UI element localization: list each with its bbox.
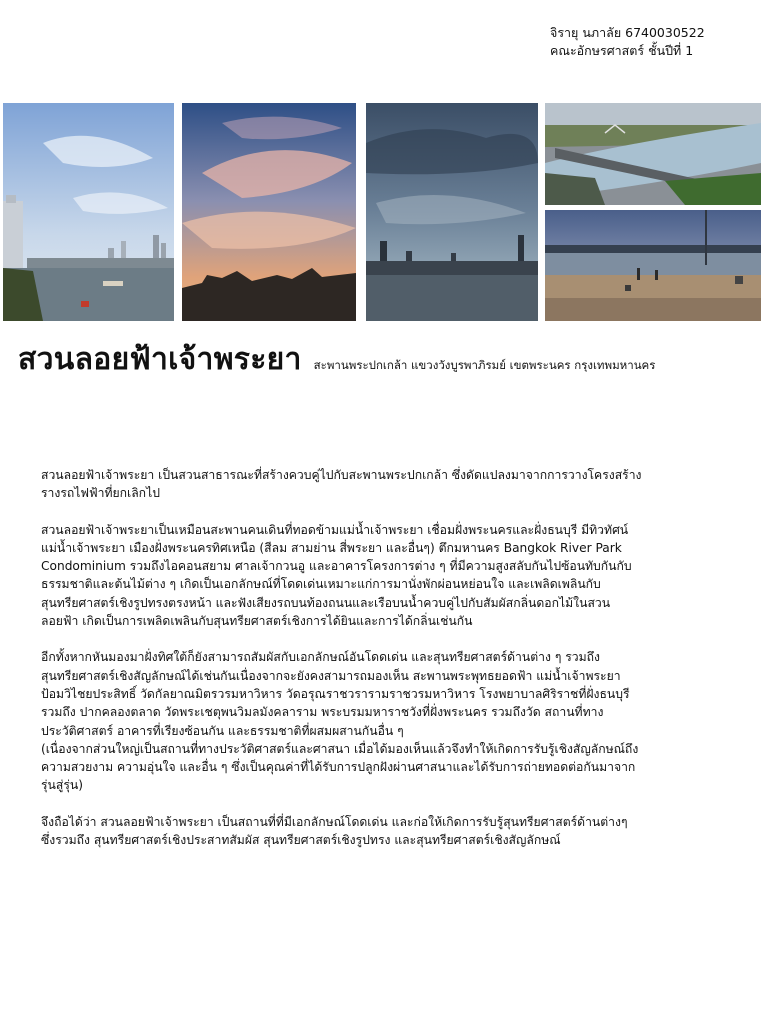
photo-park-deck-evening — [545, 210, 761, 321]
title-row — [18, 336, 758, 383]
text-line: ประวัติศาสตร์ อาคารที่เรียงซ้อนกัน และธรรมชาติที่ผสมผสานกันอื่น ๆ — [41, 723, 404, 738]
author-faculty-year: คณะอักษรศาสตร์ ชั้นปีที่ 1 — [550, 43, 694, 58]
author-info — [550, 24, 705, 60]
photo-riverside-city-skyline — [3, 103, 174, 321]
photo-aerial-bridge-river — [545, 103, 761, 205]
text-line: (เนื่องจากส่วนใหญ่เป็นสถานที่ทางประวัติศาสตร์และศาสนา เมื่อได้มองเห็นแล้วจึงทำให้เกิดการรับรู้เชิงสัญลักษณ์ถึง — [41, 741, 639, 756]
photo-pink-sunset-clouds — [182, 103, 356, 321]
text-line: สุนทรียศาสตร์เชิงรูปทรงตรงหน้า และฟังเสียงรถบนท้องถนนและเรือบนน้ำควบคู่ไปกับสัมผัสกลิ่นดอกไม้ในสวน — [41, 595, 611, 610]
paragraph-intro — [41, 466, 731, 503]
paragraph-conclusion — [41, 813, 731, 850]
location-subtitle: สะพานพระปกเกล้า แขวงวังบูรพาภิรมย์ เขตพระนคร กรุงเทพมหานคร — [313, 358, 656, 372]
text-line: รวมถึง ปากคลองตลาด วัดพระเชตุพนวิมลมังคลาราม พระบรมมหาราชวังที่ฝั่งพระนคร รวมถึงวัด สถานที่ทาง — [41, 705, 604, 720]
text-line: ป้อมวิไชยประสิทธิ์ วัดกัลยาณมิตรวรมหาวิหาร วัดอรุณราชวรารามราชวรมหาวิหาร โรงพยาบาลศิริราชที่ฝั่งธนบุรี — [41, 686, 630, 701]
text-line: Condominium รวมถึงไอคอนสยาม ศาลเจ้ากวนอู และอาคารโครงการต่าง ๆ ที่มีความสูงสลับกันไปซ้อนทับกันกับ — [41, 559, 632, 574]
page-title: สวนลอยฟ้าเจ้าพระยา — [18, 342, 302, 377]
text-line: ธรรมชาติและต้นไม้ต่าง ๆ เกิดเป็นเอกลักษณ์ที่โดดเด่นเหมาะแก่การมานั่งพักผ่อนหย่อนใจ และเพลิดเพลินกับ — [41, 577, 601, 592]
text-line: สวนลอยฟ้าเจ้าพระยาเป็นเหมือนสะพานคนเดินที่ทอดข้ามแม่น้ำเจ้าพระยา เชื่อมฝั่งพระนครและฝั่งธนบุรี มีทิวทัศน์ — [41, 522, 629, 537]
text-line: อีกทั้งหากหันมองมาฝั่งทิศใต้ก็ยังสามารถสัมผัสกับเอกลักษณ์อันโดดเด่น และสุนทรียศาสตร์ด้านต่าง ๆ รวมถึง — [41, 650, 600, 665]
text-line: รางรถไฟฟ้าที่ยกเลิกไป — [41, 486, 160, 501]
text-line: สวนลอยฟ้าเจ้าพระยา เป็นสวนสาธารณะที่สร้างควบคู่ไปกับสะพานพระปกเกล้า ซึ่งดัดแปลงมาจากการวางโครงสร้าง — [41, 468, 642, 482]
article-body — [41, 466, 731, 867]
paragraph-north-view — [41, 521, 731, 631]
text-line: รุ่นสู่รุ่น) — [41, 778, 83, 793]
photo-cloudy-dusk-skyline — [366, 103, 538, 321]
author-name-id: จิรายุ นภาลัย 6740030522 — [550, 25, 705, 40]
paragraph-south-view — [41, 648, 731, 794]
text-line: ลอยฟ้า เกิดเป็นการเพลิดเพลินกับสุนทรียศาสตร์เชิงการได้ยินและการได้กลิ่นเช่นกัน — [41, 614, 473, 629]
text-line: ซึ่งรวมถึง สุนทรียศาสตร์เชิงประสาทสัมผัส สุนทรียศาสตร์เชิงรูปทรง และสุนทรียศาสตร์เชิงสัญลักษณ์ — [41, 833, 561, 848]
text-line: จึงถือได้ว่า สวนลอยฟ้าเจ้าพระยา เป็นสถานที่ที่มีเอกลักษณ์โดดเด่น และก่อให้เกิดการรับรู้สุนทรียศาสตร์ด้านต่างๆ — [41, 814, 628, 829]
text-line: ความสวยงาม ความอุ่นใจ และอื่น ๆ ซึ่งเป็นคุณค่าที่ได้รับการปลูกฝังผ่านศาสนาและได้รับการถ่ายทอดต่อกันมาจาก — [41, 760, 636, 775]
text-line: แม่น้ำเจ้าพระยา เมืองฝั่งพระนครทิศเหนือ (สีลม สามย่าน สี่พระยา และอื่นๆ) ตึกมหานคร Bangkok River Park — [41, 540, 622, 555]
text-line: สุนทรียศาสตร์เชิงสัญลักษณ์ได้เช่นกันเนื่องจากจะยังคงสามารถมองเห็น สะพานพระพุทธยอดฟ้า แม่น้ำเจ้าพระยา — [41, 668, 621, 683]
